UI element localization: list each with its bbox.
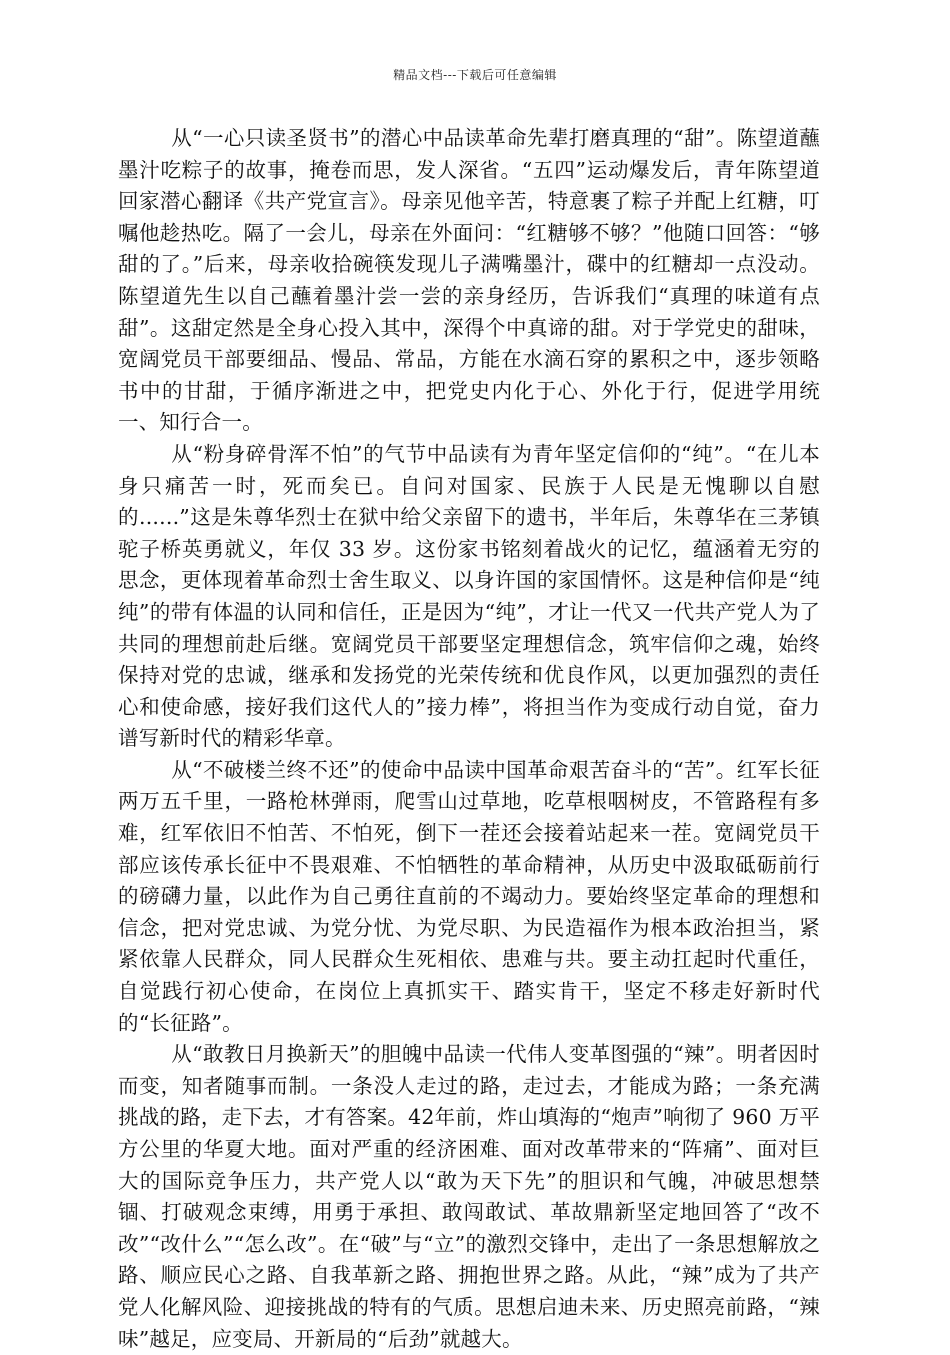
paragraph-1: 从“一心只读圣贤书”的潜心中品读革命先辈打磨真理的“甜”。陈望道蘸墨汁吃粽子的故事，掩卷而思，发人深省。“五四”运动爆发后，青年陈望道回家潜心翻译《共产党宣言》。母亲见他辛苦，特意裹了粽子并配上红糖，叮嘱他趁热吃。隔了一会儿，母亲在外面问：“红糖够不够？”他随口回答：“够甜的了。”后来，母亲收拾碗筷发现儿子满嘴墨汁，碟中的红糖却一点没动。陈望道先生以自己蘸着墨汁尝一尝的亲身经历，告诉我们“真理的味道有点甜”。这甜定然是全身心投入其中，深得个中真谛的甜。对于学党史的甜味，宽阔党员干部要细品、慢品、常品，方能在水滴石穿的累积之中，逐步领略书中的甘甜，于循序渐进之中，把党史内化于心、外化于行，促进学用统一、知行合一。 <box>118 126 820 435</box>
document-body <box>118 123 820 1355</box>
paragraph-3: 从“不破楼兰终不还”的使命中品读中国革命艰苦奋斗的“苦”。红军长征两万五千里，一路枪林弹雨，爬雪山过草地，吃草根咽树皮，不管路程有多难，红军依旧不怕苦、不怕死，倒下一茬还会接着站起来一茬。宽阔党员干部应该传承长征中不畏艰难、不怕牺牲的革命精神，从历史中汲取砥砺前行的磅礴力量，以此作为自己勇往直前的不竭动力。要始终坚定革命的理想和信念，把对党忠诚、为党分忧、为党尽职、为民造福作为根本政治担当，紧紧依靠人民群众，同人民群众生死相依、患难与共。要主动扛起时代重任，自觉践行初心使命，在岗位上真抓实干、踏实肯干，坚定不移走好新时代的“长征路”。 <box>118 757 820 1035</box>
page-header: 精品文档---下载后可任意编辑 <box>393 68 557 82</box>
paragraph-2: 从“粉身碎骨浑不怕”的气节中品读有为青年坚定信仰的“纯”。“在儿本身只痛苦一时，死而矣已。自问对国家、民族于人民是无愧聊以自慰的......”这是朱尊华烈士在狱中给父亲留下的遗书，半年后，朱尊华在三茅镇驼子桥英勇就义，年仅 33 岁。这份家书铭刻着战火的记忆，蕴涵着无穷的思念，更体现着革命烈士舍生取义、以身许国的家国情怀。这是种信仰是“纯纯”的带有体温的认同和信任，正是因为“纯”，才让一代又一代共产党人为了共同的理想前赴后继。宽阔党员干部要坚定理想信念，筑牢信仰之魂，始终保持对党的忠诚，继承和发扬党的光荣传统和优良作风，以更加强烈的责任心和使命感，接好我们这代人的”接力棒”，将担当作为变成行动自觉，奋力谱写新时代的精彩华章。 <box>118 441 820 751</box>
paragraph-4: 从“敢教日月换新天”的胆魄中品读一代伟人变革图强的“辣”。明者因时而变，知者随事而制。一条没人走过的路，走过去，才能成为路；一条充满挑战的路，走下去，才有答案。42年前，炸山填海的“炮声”响彻了 960 万平方公里的华夏大地。面对严重的经济困难、面对改革带来的“阵痛”、面对巨大的国际竞争压力，共产党人以“敢为天下先”的胆识和气魄，冲破思想禁锢、打破观念束缚，用勇于承担、敢闯敢试、革故鼎新坚定地回答了“改不改”“改什么”“怎么改”。在“破”与“立”的激烈交锋中，走出了一条思想解放之路、顺应民心之路、自我革新之路、拥抱世界之路。从此，“辣”成为了共产党人化解风险、迎接挑战的特有的气质。思想启迪未来、历史照亮前路，“辣味”越足，应变局、开新局的“后劲”就越大。 <box>118 1042 820 1351</box>
